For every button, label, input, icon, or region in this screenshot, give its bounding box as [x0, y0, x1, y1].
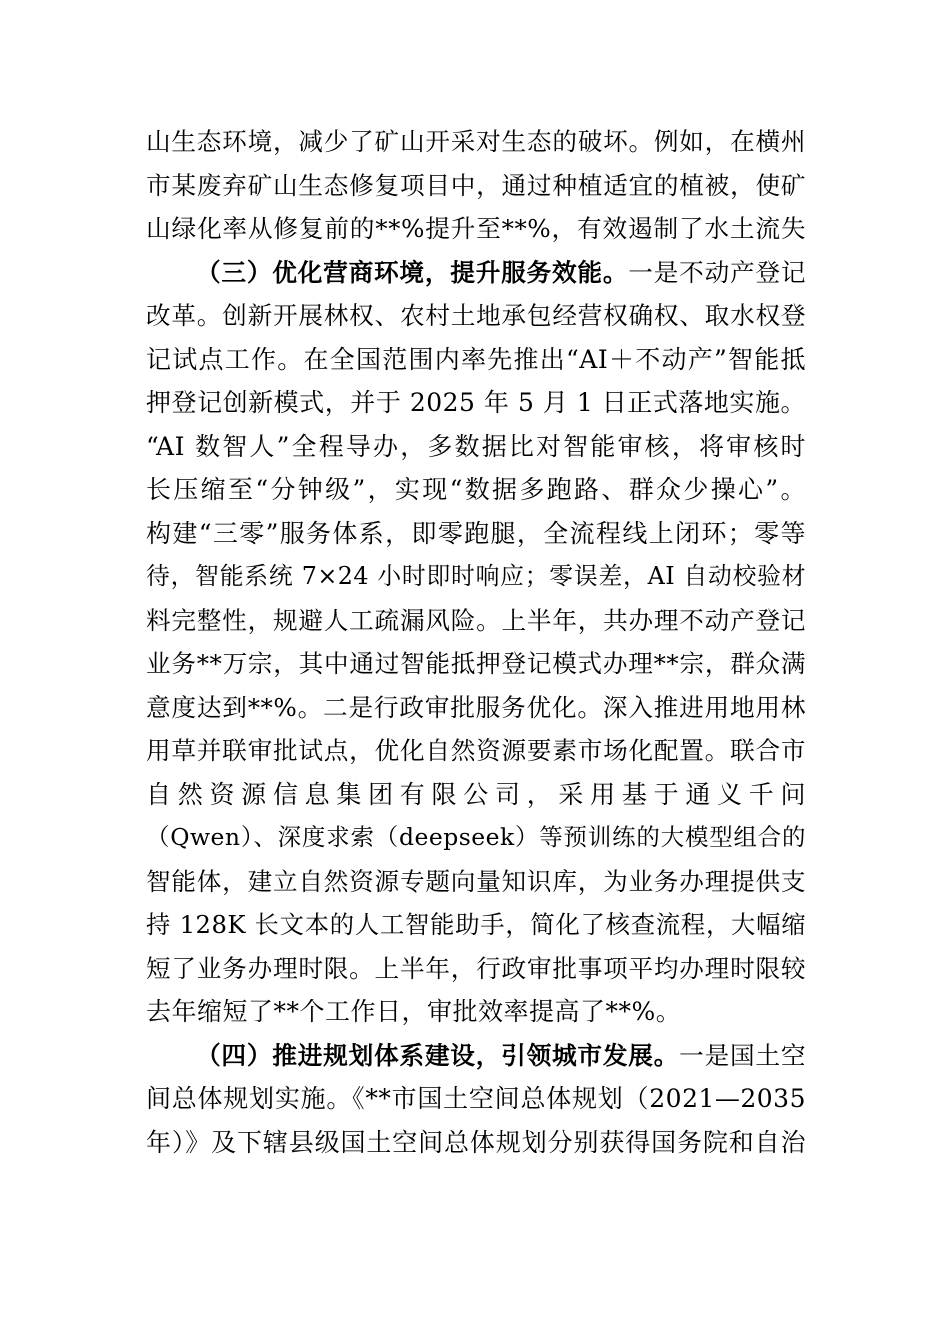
text-line: 山生态环境，减少了矿山开采对生态的破坏。例如，在横州	[146, 127, 806, 156]
text-line: 持 128K 长文本的人工智能助手，简化了核查流程，大幅缩	[146, 910, 806, 939]
text-line: 自然资源信息集团有限公司，采用基于通义千问	[146, 779, 806, 809]
text-line: 用草并联审批试点，优化自然资源要素市场化配置。联合市	[146, 736, 806, 765]
text-line	[146, 251, 806, 295]
text-line: 意度达到**%。二是行政审批服务优化。深入推进用地用林	[146, 692, 806, 722]
text-line: 待，智能系统 7×24 小时即时响应；零误差，AI 自动校验材	[146, 562, 806, 590]
text-line: 业务**万宗，其中通过智能抵押登记模式办理**宗，群众满	[146, 649, 806, 678]
text-line: 山绿化率从修复前的**%提升至**%，有效遏制了水土流失	[146, 214, 806, 243]
text-line: 长压缩至“分钟级”，实现“数据多跑路、群众少操心”。	[146, 475, 806, 504]
text-line: 记试点工作。在全国范围内率先推出“AI＋不动产”智能抵	[146, 344, 806, 374]
text-line: 押登记创新模式，并于 2025 年 5 月 1 日正式落地实施。	[146, 388, 806, 417]
text-run: 一是不动产登记	[628, 257, 806, 287]
text-line: 市某废弃矿山生态修复项目中，通过种植适宜的植被，使矿	[146, 170, 806, 200]
text-line: 年）》及下辖县级国土空间总体规划分别获得国务院和自治	[146, 1127, 806, 1157]
text-line: 料完整性，规避人工疏漏风险。上半年，共办理不动产登记	[146, 605, 806, 635]
text-line: 智能体，建立自然资源专题向量知识库，为业务办理提供支	[146, 866, 806, 896]
text-line: “AI 数智人”全程导办，多数据比对智能审核，将审核时	[146, 431, 806, 461]
paragraph-planning-system	[146, 1034, 806, 1165]
text-line: 构建“三零”服务体系，即零跑腿，全流程线上闭环；零等	[146, 518, 806, 548]
section-heading: （四）推进规划体系建设，引领城市发展。	[196, 1040, 680, 1070]
document-page	[146, 120, 806, 1164]
text-line	[146, 1034, 806, 1078]
paragraph-ecology	[146, 120, 806, 251]
text-line: （Qwen）、深度求索（deepseek）等预训练的大模型组合的	[146, 823, 806, 851]
section-heading: （三）优化营商环境，提升服务效能。	[196, 257, 629, 287]
text-line: 改革。创新开展林权、农村土地承包经营权确权、取水权登	[146, 301, 806, 330]
text-line: 短了业务办理时限。上半年，行政审批事项平均办理时限较	[146, 953, 806, 983]
text-line: 间总体规划实施。《**市国土空间总体规划（2021—2035	[146, 1084, 806, 1113]
text-run: 一是国土空	[679, 1040, 807, 1070]
paragraph-business-environment	[146, 251, 806, 1034]
text-line: 去年缩短了**个工作日，审批效率提高了**%。	[146, 997, 682, 1026]
